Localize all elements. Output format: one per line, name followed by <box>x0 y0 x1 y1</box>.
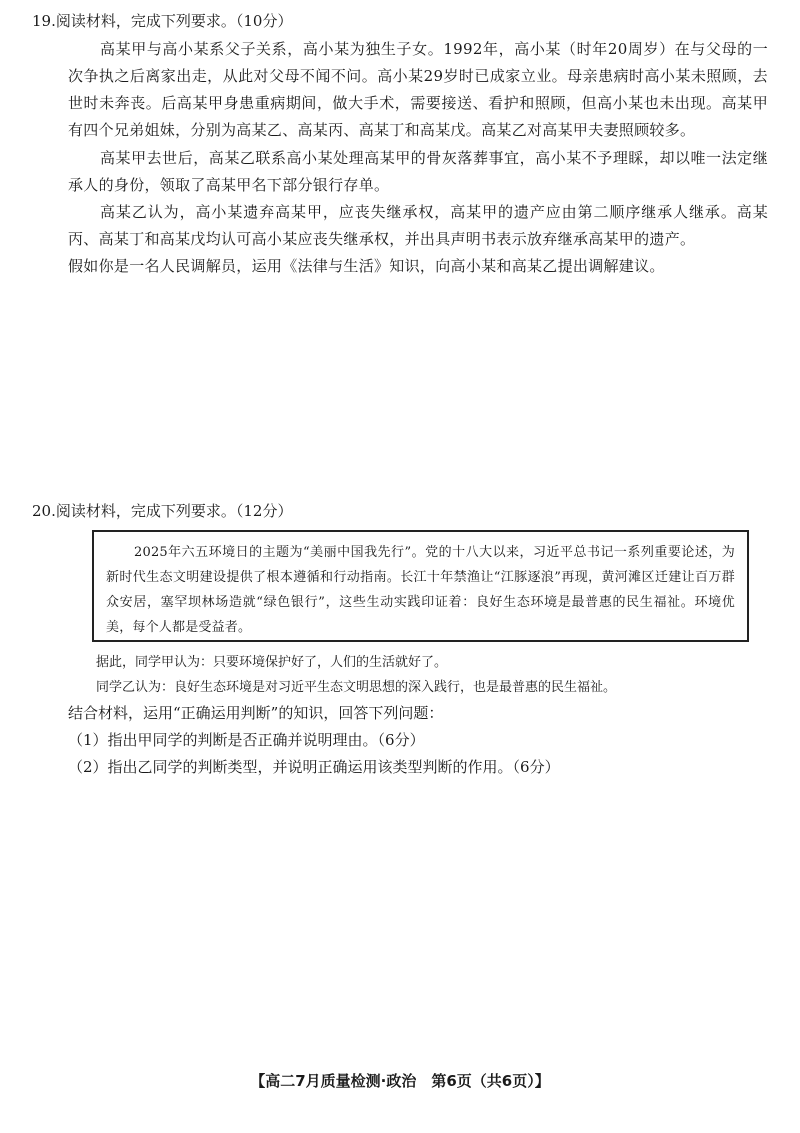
q20-subquestion-2: （2）指出乙同学的判断类型，并说明正确运用该类型判断的作用。（6分） <box>68 758 560 776</box>
q19-paragraph-3: 高某乙认为，高小某遗弃高某甲，应丧失继承权，高某甲的遗产应由第二顺序继承人继承。高某丙、高某丁和高某戊均认可高小某应丧失继承权，并出具声明书表示放弃继承高某甲的遗产。 <box>68 203 768 248</box>
q20-opinion-student-a: 据此，同学甲认为：只要环境保护好了，人们的生活就好了。 <box>96 655 448 670</box>
q19-paragraph-1: 高某甲与高小某系父子关系，高小某为独生子女。1992年，高小某（时年20周岁）在与父母的一次争执之后离家出走，从此对父母不闻不问。高小某29岁时已成家立业。母亲患病时高小某未照顾，去世时未奔丧。后高某甲身患重病期间，做大手术，需要接送、看护和照顾，但高小某也未出现。高某甲有四个兄弟姐妹，分别为高某乙、高某丙、高某丁和高某戊。高某乙对高某甲夫妻照顾较多。 <box>68 40 768 139</box>
q20-opinion-student-b: 同学乙认为：良好生态环境是对习近平生态文明思想的深入践行，也是最普惠的民生福祉。 <box>96 680 617 695</box>
question-20-heading: 20.阅读材料，完成下列要求。（12分） <box>32 502 293 520</box>
q20-material-text: 2025年六五环境日的主题为“美丽中国我先行”。党的十八大以来，习近平总书记一系列重要论述，为新时代生态文明建设提供了根本遵循和行动指南。长江十年禁渔让“江豚逐浪”再现，黄河滩区迁建让百万群众安居，塞罕坝林场造就“绿色银行”，这些生动实践印证着：良好生态环境是最普惠的民生福祉。环境优美，每个人都是受益者。 <box>106 545 735 635</box>
page-footer: 【高二7月质量检测·政治 第6页（共6页）】 <box>250 1072 550 1090</box>
q20-instruction: 结合材料，运用“正确运用判断”的知识，回答下列问题： <box>68 704 444 722</box>
q20-subquestion-1: （1）指出甲同学的判断是否正确并说明理由。（6分） <box>68 731 425 749</box>
q19-paragraph-2: 高某甲去世后，高某乙联系高小某处理高某甲的骨灰落葬事宜，高小某不予理睬，却以唯一法定继承人的身份，领取了高某甲名下部分银行存单。 <box>68 149 768 194</box>
q19-task: 假如你是一名人民调解员，运用《法律与生活》知识，向高小某和高某乙提出调解建议。 <box>68 257 665 275</box>
question-19-heading: 19.阅读材料，完成下列要求。（10分） <box>32 12 293 30</box>
q20-material-box <box>92 530 749 642</box>
